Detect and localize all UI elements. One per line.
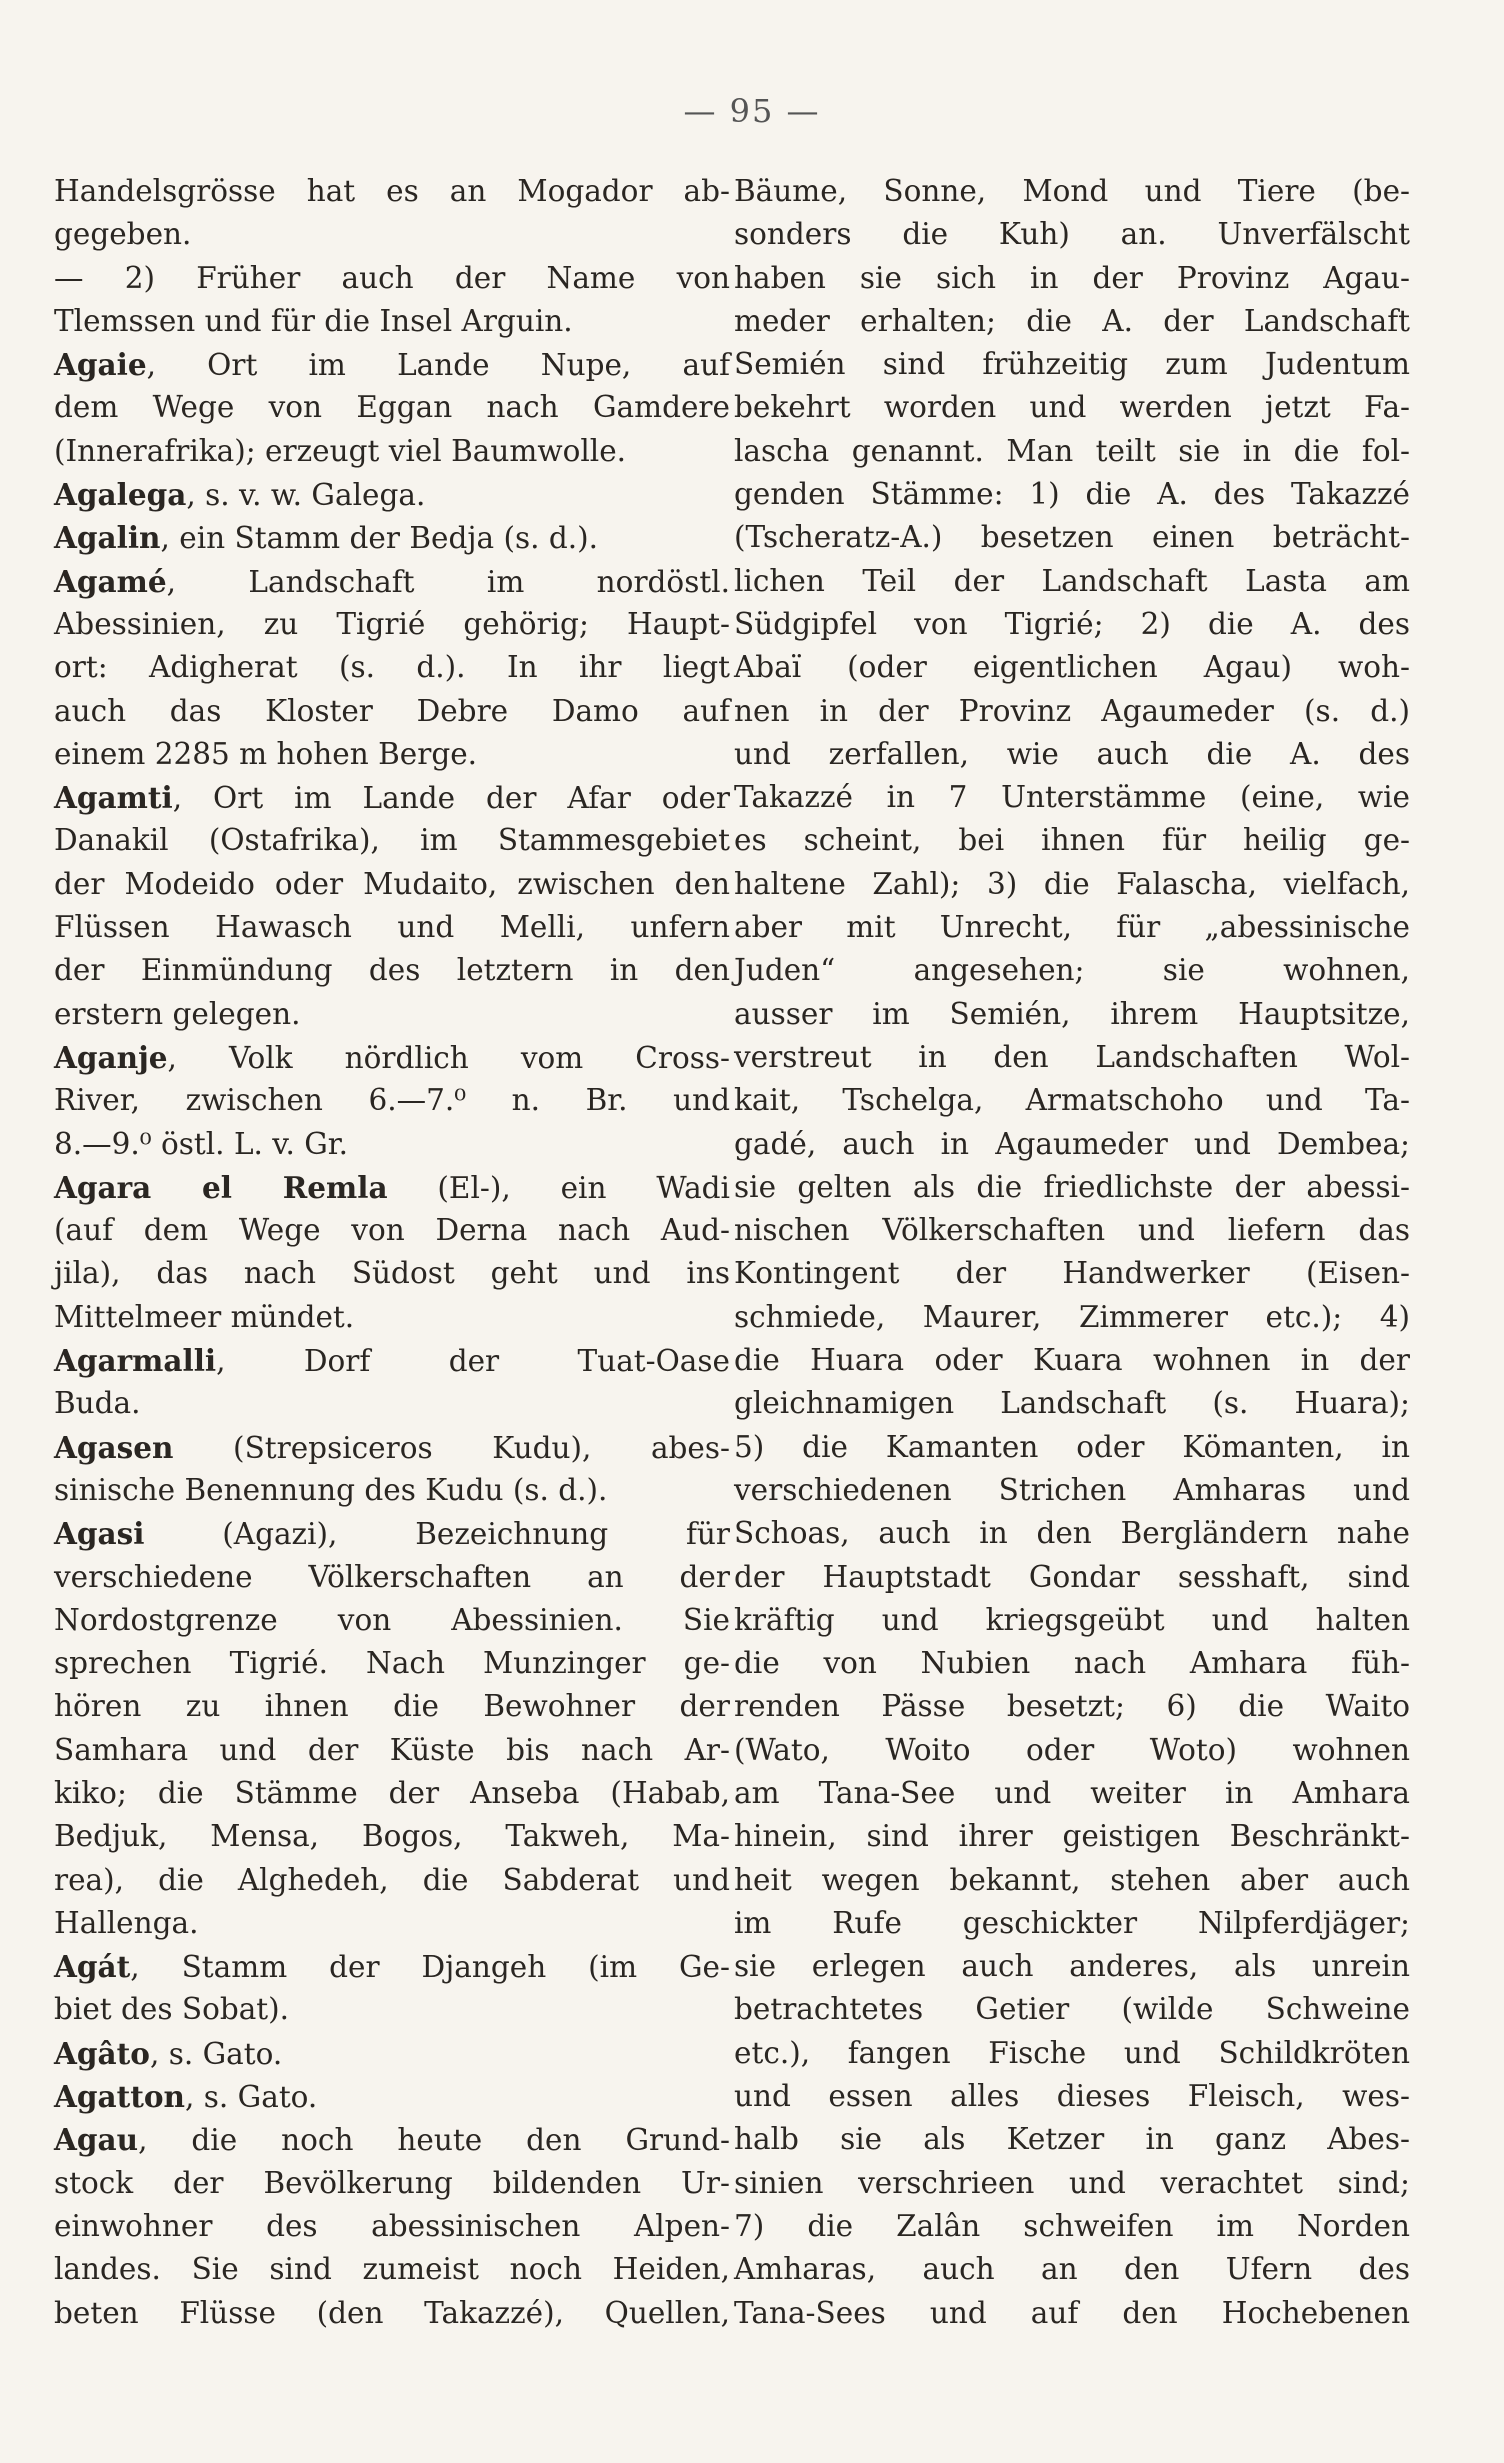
line-text: gadé, auch in Agaumeder und Dembea; (734, 1126, 1410, 1161)
text-line (734, 516, 1410, 559)
line-text: dem Wege von Eggan nach Gamdere (54, 390, 730, 425)
text-line (734, 1685, 1410, 1728)
entry-headword: Agalega (54, 477, 187, 513)
text-line (54, 1382, 730, 1425)
line-text: Abessinien, zu Tigrié gehörig; Haupt- (54, 606, 730, 641)
text-line (734, 819, 1410, 862)
text-line (54, 1685, 730, 1728)
text-line (54, 2118, 730, 2161)
line-text: 7) die Zalân schweifen im Norden (734, 2208, 1410, 2243)
text-line (734, 1209, 1410, 1252)
line-text: , s. Gato. (149, 2036, 283, 2071)
text-line (734, 2162, 1410, 2205)
text-line (734, 1469, 1410, 1512)
entry-headword: Agasi (54, 1516, 145, 1552)
line-text: einem 2285 m hohen Berge. (54, 736, 478, 771)
line-text: Tana-Sees und auf den Hochebenen (734, 2295, 1410, 2330)
text-line (734, 1642, 1410, 1685)
text-line (734, 1772, 1410, 1815)
text-line (734, 733, 1410, 776)
text-line (54, 863, 730, 906)
text-line (54, 906, 730, 949)
text-line (734, 1252, 1410, 1295)
line-text: und zerfallen, wie auch die A. des (734, 736, 1410, 771)
text-line (54, 733, 730, 776)
text-line (54, 560, 730, 603)
line-text: es scheint, bei ihnen für heilig ge- (734, 823, 1410, 858)
text-line (54, 1209, 730, 1252)
line-text: , Volk nördlich vom Cross- (167, 1040, 730, 1075)
text-line (734, 1339, 1410, 1382)
text-line (54, 2032, 730, 2075)
text-line (54, 1512, 730, 1555)
left-text-column (54, 170, 730, 2335)
text-line (54, 473, 730, 516)
line-text: nen in der Provinz Agaumeder (s. d.) (734, 693, 1410, 728)
line-text: Nordostgrenze von Abessinien. Sie (54, 1602, 730, 1637)
line-text: River, zwischen 6.—7.⁰ n. Br. und (54, 1083, 730, 1118)
text-line (734, 473, 1410, 516)
entry-headword: Agasen (54, 1429, 174, 1465)
line-text: Juden“ angesehen; sie wohnen, (734, 953, 1410, 988)
text-line (734, 603, 1410, 646)
text-line (734, 1556, 1410, 1599)
text-line (54, 1599, 730, 1642)
line-text: Handelsgrösse hat es an Mogador ab- (54, 174, 730, 208)
page-number: — 95 — (683, 92, 821, 130)
line-text: sinien verschrieen und verachtet sind; (734, 2165, 1410, 2200)
line-text: der Hauptstadt Gondar sesshaft, sind (734, 1559, 1410, 1594)
line-text: , die noch heute den Grund- (138, 2123, 730, 2158)
line-text: gleichnamigen Landschaft (s. Huara); (734, 1386, 1410, 1421)
entry-headword: Agarmalli (54, 1343, 217, 1379)
text-line (734, 1036, 1410, 1079)
text-line (54, 1556, 730, 1599)
line-text: , Ort im Lande der Afar oder (172, 781, 730, 816)
line-text: etc.), fangen Fische und Schildkröten (734, 2035, 1410, 2070)
line-text: einwohner des abessinischen Alpen- (54, 2208, 730, 2243)
text-line (734, 2248, 1410, 2291)
line-text: Tlemssen und für die Insel Arguin. (54, 303, 573, 338)
right-text-column (734, 170, 1410, 2335)
text-line (734, 386, 1410, 429)
text-line (734, 1079, 1410, 1122)
entry-headword: Aganje (54, 1039, 168, 1075)
line-text: sie gelten als die friedlichste der abessi- (734, 1169, 1410, 1204)
line-text: Hallenga. (54, 1905, 199, 1940)
entry-headword: Agâto (54, 2035, 150, 2071)
line-text: , Ort im Lande Nupe, auf (146, 348, 730, 383)
line-text: landes. Sie sind zumeist noch Heiden, (54, 2252, 730, 2287)
text-line (734, 2205, 1410, 2248)
text-line (54, 1296, 730, 1339)
text-line (54, 1079, 730, 1122)
entry-headword: Agát (54, 1949, 131, 1985)
line-text: kait, Tschelga, Armatschoho und Ta- (734, 1083, 1410, 1118)
text-line (54, 213, 730, 256)
text-line (734, 2075, 1410, 2118)
text-line (54, 949, 730, 992)
line-text: Bedjuk, Mensa, Bogos, Takweh, Ma- (54, 1819, 730, 1854)
line-text: beten Flüsse (den Takazzé), Quellen, (54, 2295, 730, 2330)
line-text: der Einmündung des letztern in den (54, 953, 730, 988)
line-text: (Strepsiceros Kudu), abes- (173, 1430, 730, 1465)
line-text: im Rufe geschickter Nilpferdjäger; (734, 1905, 1410, 1940)
line-text: , Stamm der Djangeh (im Ge- (130, 1950, 730, 1985)
text-line (734, 1382, 1410, 1425)
text-line (54, 516, 730, 559)
line-text: die von Nubien nach Amhara füh- (734, 1646, 1410, 1681)
text-line (54, 1988, 730, 2031)
line-text: Abaï (oder eigentlichen Agau) woh- (734, 650, 1410, 685)
text-line (54, 1642, 730, 1685)
text-line (734, 1296, 1410, 1339)
text-line (734, 646, 1410, 689)
line-text: (El-), ein Wadi (387, 1170, 730, 1205)
text-line (734, 1426, 1410, 1469)
line-text: erstern gelegen. (54, 996, 301, 1031)
line-text: meder erhalten; die A. der Landschaft (734, 303, 1410, 338)
line-text: Schoas, auch in den Bergländern nahe (734, 1516, 1410, 1551)
line-text: , Landschaft im nordöstl. (166, 564, 730, 599)
line-text: lichen Teil der Landschaft Lasta am (734, 563, 1410, 598)
text-line (54, 1426, 730, 1469)
text-line (734, 993, 1410, 1036)
line-text: kräftig und kriegsgeübt und halten (734, 1602, 1410, 1637)
text-line (734, 343, 1410, 386)
text-line (54, 1902, 730, 1945)
line-text: ausser im Semién, ihrem Hauptsitze, (734, 996, 1410, 1031)
line-text: stock der Bevölkerung bildenden Ur- (54, 2165, 730, 2200)
line-text: sinische Benennung des Kudu (s. d.). (54, 1472, 608, 1507)
line-text: sie erlegen auch anderes, als unrein (734, 1949, 1410, 1984)
line-text: aber mit Unrecht, für „abessinische (734, 910, 1410, 945)
line-text: , s. Gato. (185, 2080, 318, 2115)
line-text: sonders die Kuh) an. Unverfälscht (734, 217, 1410, 252)
text-line (734, 257, 1410, 300)
text-line (734, 170, 1410, 213)
line-text: verschiedenen Strichen Amharas und (734, 1472, 1410, 1507)
line-text: auch das Kloster Debre Damo auf (54, 693, 730, 728)
line-text: Flüssen Hawasch und Melli, unfern (54, 910, 730, 945)
text-line (54, 819, 730, 862)
line-text: schmiede, Maurer, Zimmerer etc.); 4) (734, 1299, 1410, 1334)
line-text: (Wato, Woito oder Woto) wohnen (734, 1732, 1410, 1767)
line-text: Bäume, Sonne, Mond und Tiere (be- (734, 174, 1410, 208)
line-text: Takazzé in 7 Unterstämme (eine, wie (734, 780, 1410, 815)
text-line (54, 2248, 730, 2291)
line-text: 8.—9.⁰ östl. L. v. Gr. (54, 1126, 349, 1161)
line-text: Samhara und der Küste bis nach Ar- (54, 1732, 730, 1767)
text-line (54, 1339, 730, 1382)
text-line (54, 1859, 730, 1902)
line-text: (Tscheratz-A.) besetzen einen beträcht- (734, 520, 1410, 555)
text-line (734, 430, 1410, 473)
line-text: betrachtetes Getier (wilde Schweine (734, 1992, 1410, 2027)
text-line (54, 430, 730, 473)
text-line (54, 1729, 730, 1772)
text-line (734, 1166, 1410, 1209)
text-line (54, 776, 730, 819)
text-line (734, 2292, 1410, 2335)
text-line (734, 906, 1410, 949)
text-line (54, 386, 730, 429)
text-line (54, 257, 730, 300)
text-line (734, 1859, 1410, 1902)
entry-headword: Agatton (54, 2079, 186, 2115)
text-line (734, 213, 1410, 256)
text-line (54, 343, 730, 386)
line-text: Kontingent der Handwerker (Eisen- (734, 1256, 1410, 1291)
line-text: Amharas, auch an den Ufern des (734, 2252, 1410, 2287)
line-text: der Modeido oder Mudaito, zwischen den (54, 866, 730, 901)
text-line (54, 2205, 730, 2248)
line-text: , s. v. w. Galega. (186, 478, 426, 513)
line-text: jila), das nach Südost geht und ins (54, 1256, 730, 1291)
text-line (54, 170, 730, 213)
text-line (734, 1988, 1410, 2031)
text-line (734, 560, 1410, 603)
line-text: rea), die Alghedeh, die Sabderat und (54, 1862, 730, 1897)
line-text: Südgipfel von Tigrié; 2) die A. des (734, 606, 1410, 641)
line-text: verstreut in den Landschaften Wol- (734, 1039, 1410, 1074)
line-text: hinein, sind ihrer geistigen Beschränkt- (734, 1819, 1410, 1854)
line-text: verschiedene Völkerschaften an der (54, 1559, 730, 1594)
text-line (734, 690, 1410, 733)
line-text: Semién sind frühzeitig zum Judentum (734, 347, 1410, 382)
text-line (734, 1729, 1410, 1772)
text-line (54, 1036, 730, 1079)
line-text: (Agazi), Bezeichnung für (144, 1517, 730, 1552)
line-text: biet des Sobat). (54, 1992, 290, 2027)
text-line (54, 1166, 730, 1209)
text-line (54, 1772, 730, 1815)
line-text: , Dorf der Tuat-Oase (216, 1344, 730, 1379)
line-text: bekehrt worden und werden jetzt Fa- (734, 390, 1410, 425)
text-line (734, 300, 1410, 343)
entry-headword: Agau (54, 2122, 139, 2158)
line-text: und essen alles dieses Fleisch, wes- (734, 2079, 1410, 2114)
line-text: hören zu ihnen die Bewohner der (54, 1689, 730, 1724)
text-line (54, 1815, 730, 1858)
line-text: kiko; die Stämme der Anseba (Habab, (54, 1775, 730, 1810)
line-text: renden Pässe besetzt; 6) die Waito (734, 1689, 1410, 1724)
line-text: nischen Völkerschaften und liefern das (734, 1213, 1410, 1248)
text-line (734, 949, 1410, 992)
entry-headword: Agalin (54, 520, 161, 556)
entry-headword: Agamti (54, 780, 173, 816)
line-text: 5) die Kamanten oder Kömanten, in (734, 1429, 1410, 1464)
line-text: genden Stämme: 1) die A. des Takazzé (734, 477, 1410, 512)
line-text: haltene Zahl); 3) die Falascha, vielfach, (734, 866, 1410, 901)
text-line (734, 2118, 1410, 2161)
line-text: gegeben. (54, 217, 192, 252)
text-line (734, 1123, 1410, 1166)
text-line (54, 2292, 730, 2335)
line-text: halb sie als Ketzer in ganz Abes- (734, 2122, 1410, 2157)
text-line (54, 300, 730, 343)
text-line (54, 1469, 730, 1512)
line-text: , ein Stamm der Bedja (s. d.). (160, 521, 599, 556)
line-text: (Innerafrika); erzeugt viel Baumwolle. (54, 433, 627, 468)
entry-headword: Agamé (54, 563, 167, 599)
line-text: haben sie sich in der Provinz Agau- (734, 260, 1410, 295)
line-text: Danakil (Ostafrika), im Stammesgebiet (54, 823, 730, 858)
text-line (734, 1512, 1410, 1555)
line-text: die Huara oder Kuara wohnen in der (734, 1343, 1410, 1378)
line-text: heit wegen bekannt, stehen aber auch (734, 1862, 1410, 1897)
text-line (734, 1945, 1410, 1988)
line-text: Mittelmeer mündet. (54, 1299, 355, 1334)
text-line (54, 993, 730, 1036)
text-line (54, 2162, 730, 2205)
text-line (54, 2075, 730, 2118)
entry-headword: Agaie (54, 347, 147, 383)
line-text: am Tana-See und weiter in Amhara (734, 1775, 1410, 1810)
text-line (54, 690, 730, 733)
text-line (734, 863, 1410, 906)
line-text: lascha genannt. Man teilt sie in die fol- (734, 433, 1410, 468)
line-text: — 2) Früher auch der Name von (54, 260, 730, 295)
text-line (54, 1123, 730, 1166)
text-line (54, 1252, 730, 1295)
entry-headword: Agara el Remla (54, 1169, 388, 1205)
line-text: Buda. (54, 1386, 141, 1421)
text-line (734, 2032, 1410, 2075)
text-line (734, 776, 1410, 819)
text-line (734, 1902, 1410, 1945)
text-line (734, 1599, 1410, 1642)
line-text: (auf dem Wege von Derna nach Aud- (54, 1213, 730, 1248)
text-line (54, 603, 730, 646)
line-text: sprechen Tigrié. Nach Munzinger ge- (54, 1646, 730, 1681)
line-text: ort: Adigherat (s. d.). In ihr liegt (54, 650, 730, 685)
text-line (54, 646, 730, 689)
text-line (54, 1945, 730, 1988)
text-line (734, 1815, 1410, 1858)
